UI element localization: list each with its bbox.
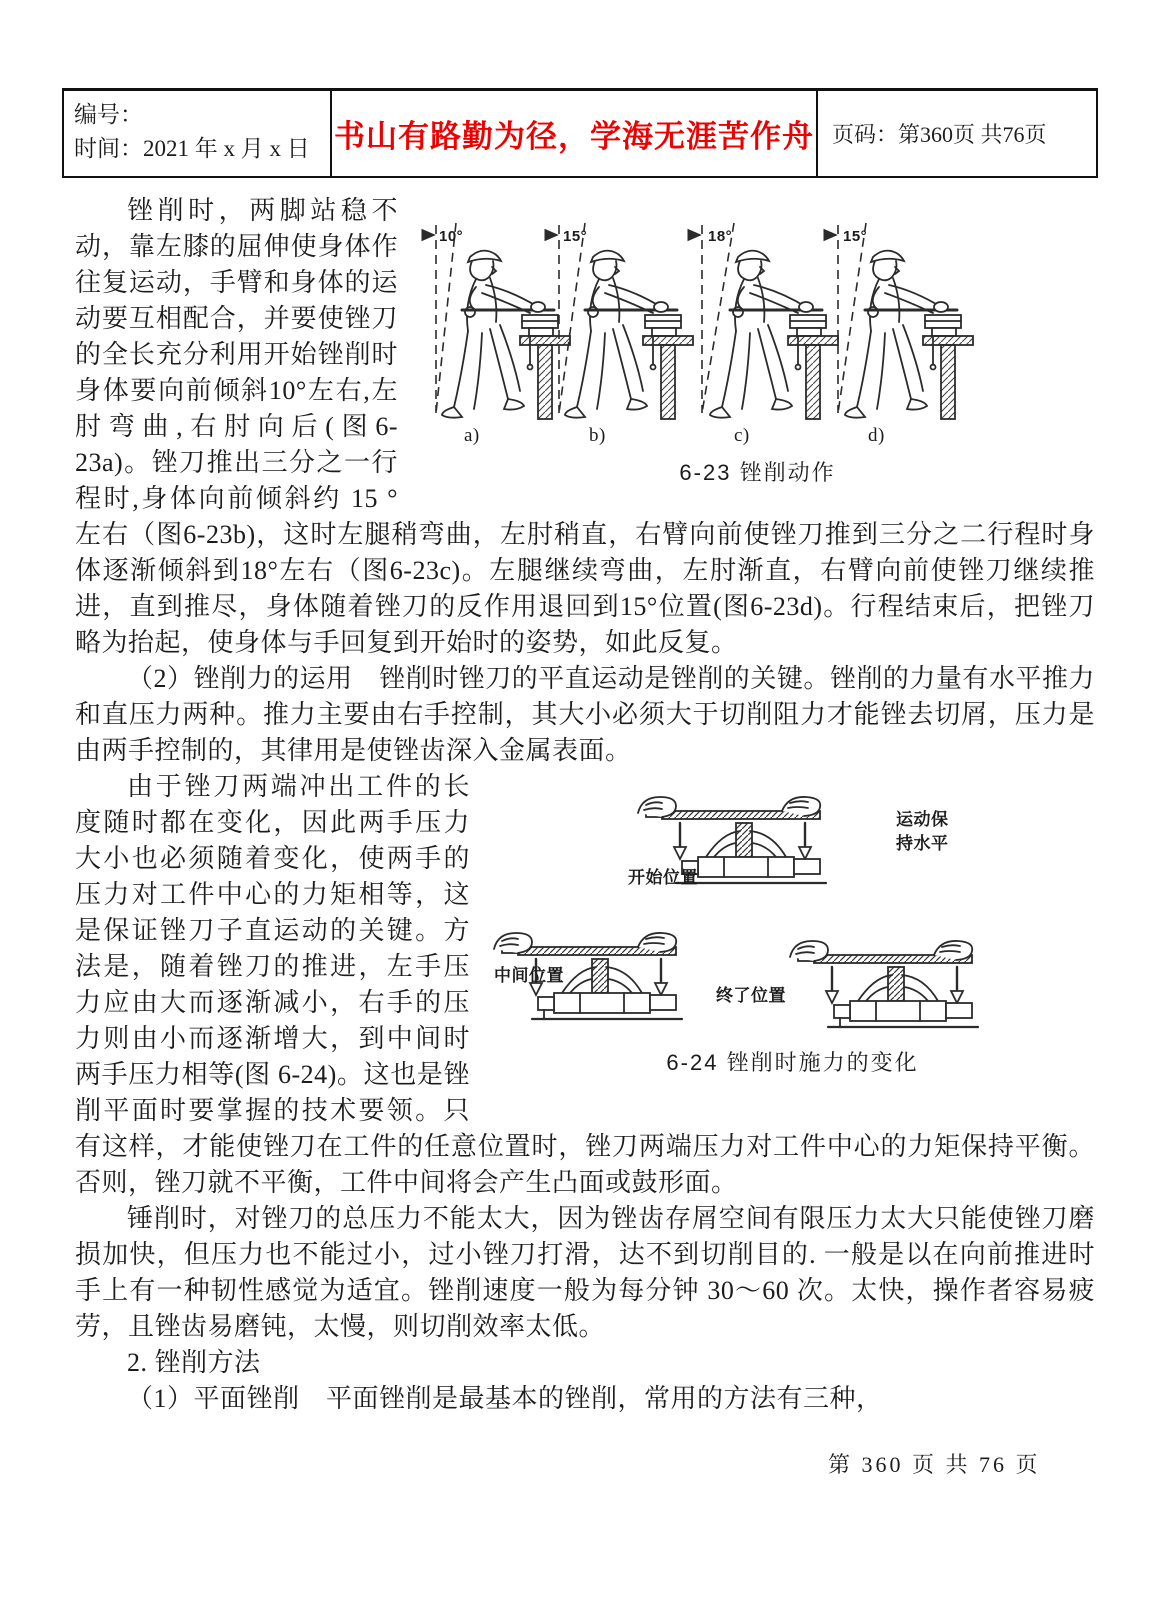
paragraph-total-pressure-speed: 锤削时，对锉刀的总压力不能太大，因为锉齿存屑空间有限压力太大只能使锉刀磨损加快，但压力也不能过小，过小锉刀打滑，达不到切削目的. 一般是以在向前推进时手上有一种韧性感觉为适宜。锉削速度一般为每分钟 30～60 次。太快，操作者容易疲劳，且锉齿易磨钝，太慢，则切削效率太低。 [75, 1204, 1095, 1341]
figure-6-24-middle-position [494, 933, 682, 1019]
header-cell-page [818, 91, 1096, 176]
paragraph-filing-force: （2）锉削力的运用 锉削时锉刀的平直运动是锉削的关键。锉削的力量有水平推力和直压力两种。推力主要由右手控制，其大小必须大于切削阻力才能锉去切屑，压力是由两手控制的，其律用是使锉齿深入金属表面。 [75, 664, 1095, 765]
panel-letter: a) [464, 425, 480, 446]
angle-label: 18° [708, 228, 733, 245]
header-cell-number-time [64, 91, 332, 176]
angle-label: 10° [439, 228, 464, 245]
paragraph-flat-filing: （1）平面锉削 平面锉削是最基本的锉削，常用的方法有三种， [127, 1384, 883, 1413]
figure-6-24-illustration [490, 779, 1095, 1039]
figure-6-24-end-position [716, 941, 978, 1027]
panel-letter: b) [589, 425, 606, 446]
figure-6-23-panel-b [545, 223, 693, 446]
keep-level-note-line2: 持水平 [896, 834, 949, 853]
paragraph-two-hand-pressure: 由于锉刀两端冲出工件的长度随时都在变化，因此两手压力大小也必须随着变化，使两手的压力对工件中心的力矩相等，这是保证锉刀子直运动的关键。方法是，随着锉刀的推进，左手压力应由大而逐渐减小，右手的压力则由小而逐渐增大，到中间时两手压力相等(图 6-24)。这也是锉削平面时要掌握的技术要领。只有这样，才能使锉刀在工件的任意位置时，锉刀两端压力对工件中心的力矩保持平衡。否则，锉刀就不平衡，工件中间将会产生凸面或鼓形面。 [75, 772, 1095, 1197]
keep-level-note-line1: 运动保 [896, 810, 949, 829]
figure-6-24-caption: 6-24 锉削时施力的变化 [666, 1050, 919, 1075]
angle-label: 15° [563, 228, 588, 245]
panel-letter: d) [868, 425, 885, 446]
figure-6-23 [420, 217, 1095, 491]
heading-filing-methods: 2. 锉削方法 [127, 1348, 261, 1377]
header-cell-motto [332, 91, 818, 176]
number-label: 编号： [74, 102, 143, 127]
middle-position-label: 中间位置 [494, 966, 564, 985]
page-number-footer: 第 360 页 共 76 页 [828, 1452, 1041, 1477]
page-label: 页码：第360页 共76页 [832, 122, 1047, 147]
figure-6-23-panel-c [688, 223, 838, 446]
end-position-label: 终了位置 [716, 986, 786, 1005]
start-position-label: 开始位置 [628, 868, 698, 887]
motto-text: 书山有路勤为径，学海无涯苦作舟 [334, 119, 814, 154]
time-label: 时间：2021 年 x 月 x 日 [74, 136, 310, 161]
figure-6-23-panel-a [422, 223, 570, 446]
figure-6-24-start-position [628, 797, 949, 887]
figure-6-23-panel-d [824, 223, 973, 446]
figure-6-23-caption: 6-23 锉削动作 [679, 460, 836, 485]
figure-6-23-illustration [420, 217, 1095, 449]
header-table [62, 88, 1098, 178]
figure-6-24 [490, 779, 1095, 1081]
panel-letter: c) [734, 425, 750, 446]
paragraph-filing-posture: 锉削时，两脚站稳不动，靠左膝的屈伸使身体作往复运动，手臂和身体的运动要互相配合，并要使锉刀的全长充分利用开始锉削时身体要向前倾斜10°左右,左肘弯曲,右肘向后(图6-23a)。锉刀推出三分之一行程时,身体向前倾斜约 15 °左右（图6-23b)，这时左腿稍弯曲，左肘稍直，右臂向前使锉刀推到三分之二行程时身体逐渐倾斜到18°左右（图6-23c)。左腿继续弯曲，左肘渐直，右臂向前使锉刀继续推进，直到推尽，身体随着锉刀的反作用退回到15°位置(图6-23d)。行程结束后，把锉刀略为抬起，使身体与手回复到开始时的姿势，如此反复。 [75, 196, 1095, 657]
document-body [75, 193, 1095, 1417]
angle-label: 15° [843, 228, 868, 245]
